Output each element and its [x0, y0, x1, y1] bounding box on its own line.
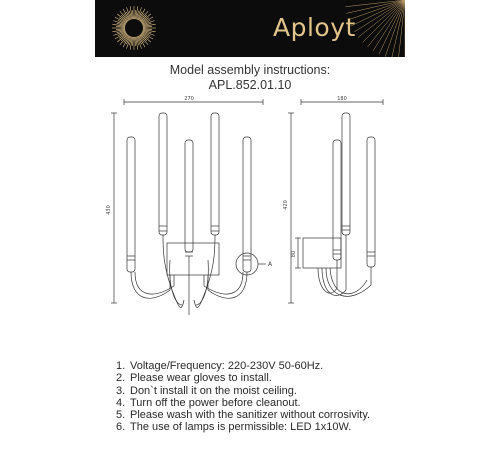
- side-height-label: 420: [283, 200, 289, 210]
- tube: [367, 137, 375, 267]
- tube: [243, 137, 251, 272]
- tube: [159, 113, 167, 235]
- detail-label: A: [268, 261, 273, 268]
- front-view: [127, 113, 266, 315]
- model-number: APL.852.01.10: [208, 78, 292, 92]
- tube: [333, 140, 341, 260]
- instruction-item: 6. The use of lamps is permissible: LED 1x10W.: [116, 421, 352, 434]
- instruction-item: 1. Voltage/Frequency: 220-230V 50-60Hz.: [116, 360, 324, 372]
- mount-height-label: 80: [291, 250, 297, 258]
- side-width-label: 180: [337, 96, 347, 102]
- instruction-item: 3. Don`t install it on the moist ceiling.: [116, 384, 297, 397]
- tube: [211, 113, 219, 235]
- front-height-label: 430: [106, 205, 112, 215]
- instruction-item: 2. Please wear gloves to install.: [116, 372, 272, 385]
- brand-name: Aployt: [273, 13, 356, 42]
- page-title: Model assembly instructions:: [169, 63, 331, 77]
- instructions-list: [116, 360, 416, 434]
- tube: [185, 140, 193, 252]
- tube: [342, 113, 350, 235]
- side-wall-plate: [303, 238, 341, 268]
- instruction-item: 4. Turn off the power before cleanout.: [116, 396, 301, 409]
- instruction-item: 5. Please wash with the sanitizer without corrosivity.: [116, 409, 371, 422]
- side-view: [303, 113, 375, 296]
- tube: [127, 137, 135, 272]
- front-width-label: 270: [184, 96, 194, 102]
